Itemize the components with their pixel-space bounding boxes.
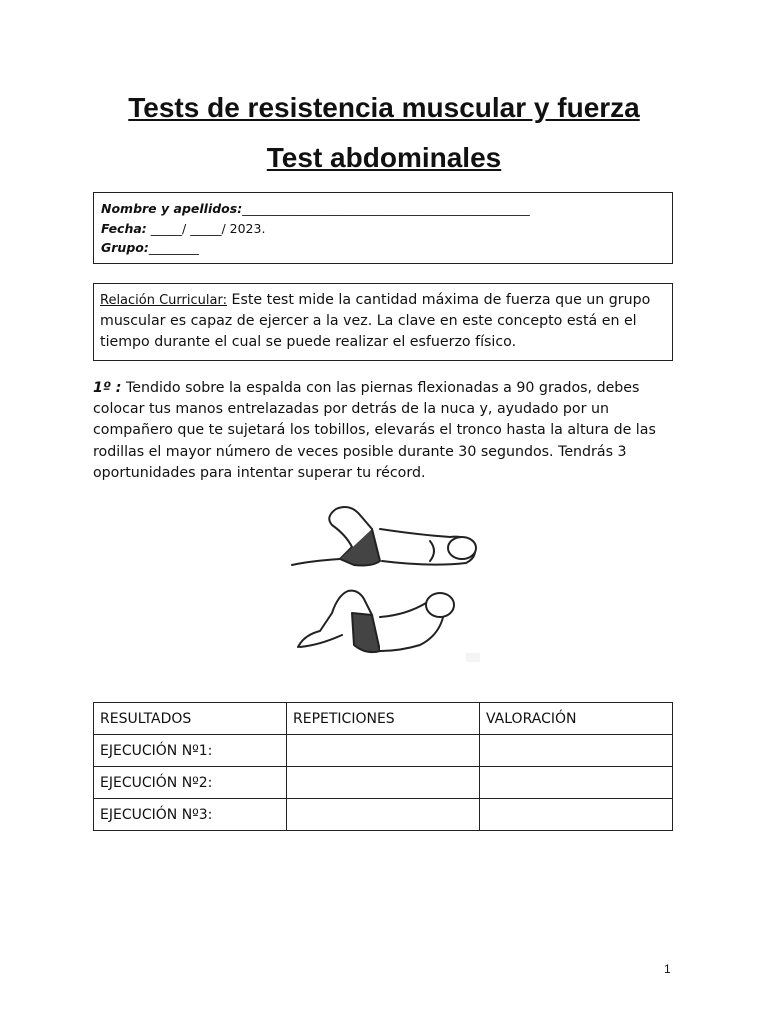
student-info-box bbox=[93, 192, 673, 264]
relation-paragraph bbox=[100, 290, 666, 353]
table-row bbox=[94, 735, 673, 767]
instruction-text: Tendido sobre la espalda con las piernas flexionadas a 90 grados, debes colocar tus manos entrelazadas por detrás de la nuca y, ayudado por un compañero que te sujetará los tobillos, elevarás el tronco hasta la altura de las rodillas el mayor número de veces posible durante 30 segundos. Tendrás 3 oportunidades para intentar superar tu récord. bbox=[93, 380, 656, 481]
relation-label: Relación Curricular: bbox=[100, 293, 227, 308]
document-title: Tests de resistencia muscular y fuerza bbox=[128, 92, 640, 123]
date-line bbox=[101, 219, 665, 239]
header-cell: RESULTADOS bbox=[94, 703, 287, 735]
table-header-row bbox=[94, 703, 673, 735]
name-line bbox=[101, 199, 665, 219]
rating-cell[interactable] bbox=[480, 767, 673, 799]
instruction-label: 1º : bbox=[93, 380, 122, 396]
date-value[interactable]: _____/ _____/ 2023. bbox=[146, 220, 266, 236]
row-label-cell: EJECUCIÓN Nº1: bbox=[94, 735, 287, 767]
row-label-cell: EJECUCIÓN Nº2: bbox=[94, 767, 287, 799]
situp-figure-lying bbox=[292, 507, 476, 566]
results-table bbox=[93, 702, 673, 831]
repetitions-cell[interactable] bbox=[287, 767, 480, 799]
table-row bbox=[94, 767, 673, 799]
document-subtitle: Test abdominales bbox=[266, 142, 502, 173]
group-label: Grupo: bbox=[101, 240, 149, 255]
repetitions-cell[interactable] bbox=[287, 799, 480, 831]
table-row bbox=[94, 799, 673, 831]
rating-cell[interactable] bbox=[480, 735, 673, 767]
row-label-cell: EJECUCIÓN Nº3: bbox=[94, 799, 287, 831]
repetitions-cell[interactable] bbox=[287, 735, 480, 767]
group-line bbox=[101, 238, 665, 258]
date-label: Fecha: bbox=[101, 220, 147, 236]
name-label: Nombre y apellidos: bbox=[101, 201, 243, 216]
header-cell: REPETICIONES bbox=[287, 703, 480, 735]
rating-cell[interactable] bbox=[480, 799, 673, 831]
header-cell: VALORACIÓN bbox=[480, 703, 673, 735]
group-blank[interactable]: ________ bbox=[148, 240, 199, 255]
situp-illustration bbox=[280, 495, 510, 675]
relation-text: Este test mide la cantidad máxima de fuerza que un grupo muscular es capaz de ejercer a la vez. La clave en este concepto está en el tiempo durante el cual se puede realizar el esfuerzo físico. bbox=[100, 292, 651, 350]
page-number: 1 bbox=[664, 962, 671, 976]
name-blank[interactable]: ______________________________________________ bbox=[242, 201, 530, 216]
image-artifact bbox=[466, 653, 480, 662]
curricular-relation-box bbox=[93, 283, 673, 361]
situp-figure-raised bbox=[298, 591, 454, 652]
instruction-paragraph bbox=[93, 378, 675, 484]
